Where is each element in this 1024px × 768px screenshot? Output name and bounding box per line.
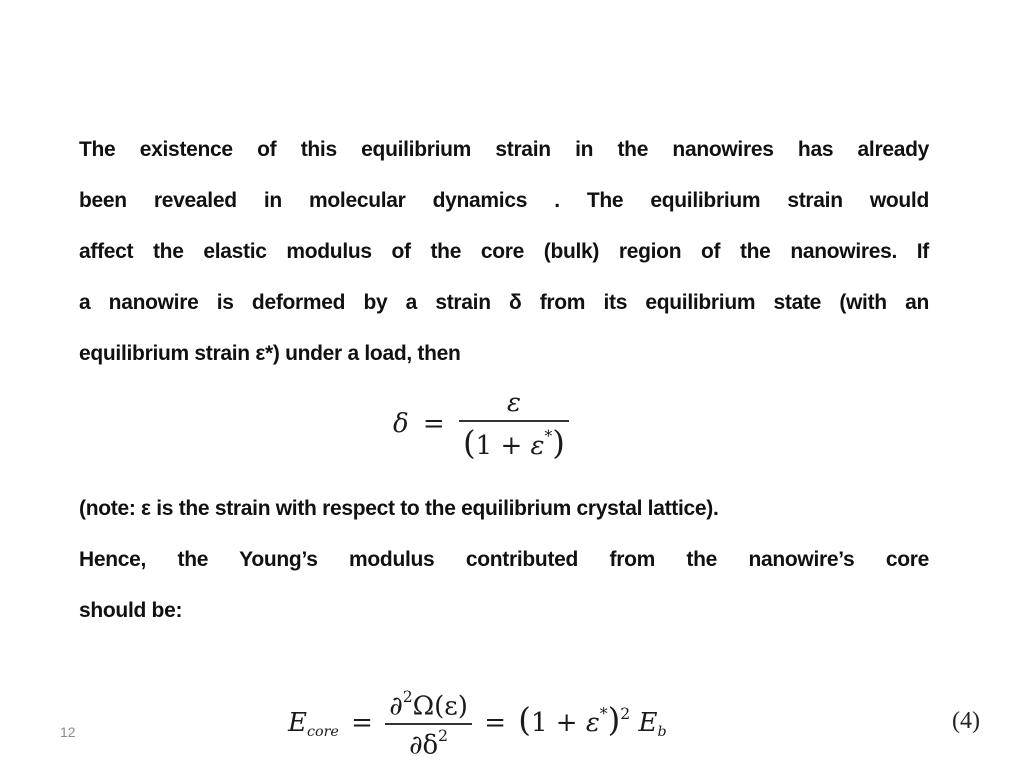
text-line: should be: — [79, 599, 183, 622]
denominator: (1 + ε*) — [462, 423, 565, 462]
core-subscript: core — [306, 724, 339, 741]
denominator: $\partial\delta^2$ — [409, 726, 449, 761]
equation-number: (4) — [952, 708, 980, 734]
equals-sign: = — [351, 708, 373, 739]
numerator: ε — [507, 388, 521, 418]
b-subscript: b — [657, 724, 667, 741]
equals-sign: = — [484, 708, 506, 739]
e-bulk-symbol: E — [638, 708, 658, 739]
text-line: The existence of this equilibrium strain in the nanowires has already — [79, 138, 929, 161]
page-number: 12 — [60, 724, 76, 740]
equation-delta — [393, 388, 569, 462]
fraction — [459, 388, 569, 462]
equation-e-core: $E_{core}$ = $\frac{\partial^2\Omega(\varepsilon)}{\partial\delta^2}$ = $(1 + \varepsilon^*)^2$ $E_b$ — [288, 688, 667, 761]
delta-symbol: δ — [393, 408, 409, 439]
text-line: affect the elastic modulus of the core (bulk) region of the nanowires. If — [79, 240, 929, 263]
text-line: a nanowire is deformed by a strain δ from its equilibrium state (with an — [79, 291, 929, 314]
e-symbol: E — [288, 708, 307, 739]
text-line: been revealed in molecular dynamics . The equilibrium strain would — [79, 189, 929, 212]
equals-sign: = — [422, 408, 445, 439]
partial-derivative-fraction — [385, 688, 472, 760]
numerator: ∂$^2$Ω(ε) — [389, 688, 468, 722]
note-text: (note: ε is the strain with respect to the equilibrium crystal lattice). — [79, 497, 719, 520]
text-line: Hence, the Young’s modulus contributed from the nanowire’s core — [79, 548, 929, 571]
text-line: equilibrium strain ε*) under a load, then — [79, 342, 461, 365]
